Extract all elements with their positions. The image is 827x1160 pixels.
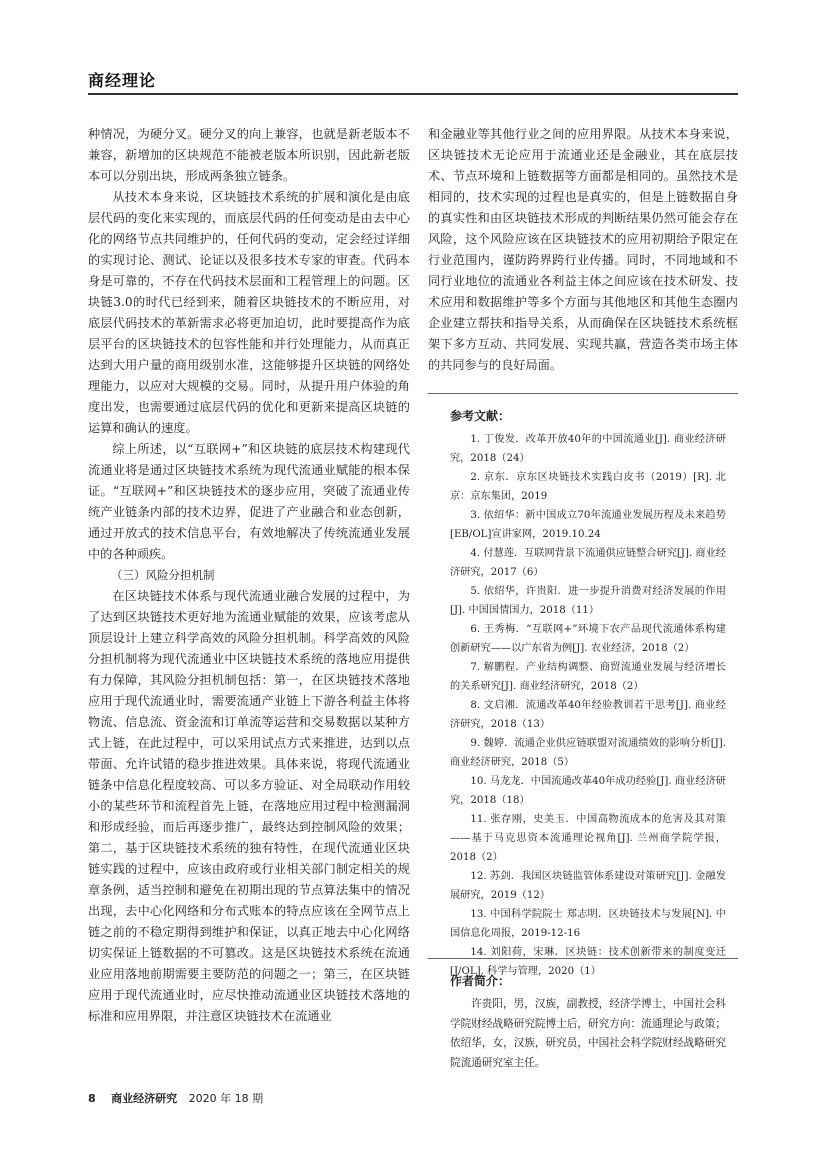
divider (428, 958, 738, 959)
reference-item: 7. 解鹏程．产业结构调整、商贸流通业发展与经济增长的关系研究[J]. 商业经济研究，2018（2） (450, 662, 726, 692)
reference-item: 9. 魏婷．流通企业供应链联盟对流通绩效的影响分析[J]. 商业经济研究，2018（5） (450, 738, 726, 768)
journal-name: 商业经济研究 (111, 1092, 178, 1105)
reference-item: 4. 付慧莲．互联网背景下流通供应链整合研究[J]. 商业经济研究，2017（6） (450, 548, 726, 578)
reference-item: 6. 王秀梅．“互联网+”环境下农产品现代流通体系构建创新研究——以广东省为例[J]. 农业经济，2018（2） (450, 624, 726, 654)
reference-item: 14. 刘阳荷，宋琳．区块链：技术创新带来的制度变迁[J/OL]. 科学与管理，2020（1） (450, 947, 726, 977)
author-bio: 许贵阳，男，汉族，副教授，经济学博士，中国社会科学院财经战略研究院博士后，研究方向：流通理论与政策；依绍华，女，汉族，研究员，中国社会科学院财经战略研究院流通研究室主任。 (450, 998, 726, 1069)
references-title: 参考文献： (450, 409, 511, 423)
paragraph: 种情况，为硬分叉。硬分叉的向上兼容，也就是新老版本不兼容，新增加的区块规范不能被老版本所识别，因此新老版本可以分别出块，形成两条独立链条。 (88, 127, 410, 183)
divider (428, 393, 738, 394)
reference-item: 10. 马龙龙．中国流通改革40年成功经验[J]. 商业经济研究，2018（18） (450, 776, 726, 806)
references-box (428, 393, 738, 981)
page-footer (88, 1090, 263, 1106)
right-column (428, 124, 738, 376)
reference-item: 5. 依绍华，许贵阳．进一步提升消费对经济发展的作用[J]. 中国国情国力，2018（11） (450, 586, 726, 616)
author-title: 作者简介： (450, 974, 511, 988)
issue-label: 2020 年 18 期 (188, 1092, 264, 1105)
reference-list (428, 430, 738, 981)
header-rule (88, 93, 738, 95)
reference-item: 12. 苏剑．我国区块链监管体系建设对策研究[J]. 金融发展研究，2019（12） (450, 871, 726, 901)
reference-item: 1. 丁俊发．改革开放40年的中国流通业[J]. 商业经济研究，2018（24） (450, 434, 726, 464)
page-number: 8 (88, 1092, 96, 1105)
paragraph: 从技术本身来说，区块链技术系统的扩展和演化是由底层代码的变化来实现的，而底层代码的任何变动是由去中心化的网络节点共同维护的，任何代码的变动，定会经过详细的实现讨论、测试、论证以及很多技术专家的审查。代码本身是可靠的，不存在代码技术层面和工程管理上的问题。区块链3.0的时代已经到来，随着区块链技术的不断应用，对底层代码技术的革新需求必将更加迫切，此时要提高作为底层平台的区块链技术的包容性能和并行处理能力，从而真正达到大用户量的商用级别水准，这能够提升区块链的网络处理能力，以应对大规模的交易。同时，从提升用户体验的角度出发，也需要通过底层代码的优化和更新来提高区块链的运算和确认的速度。 (88, 190, 410, 435)
reference-item: 11. 张存刚，史美玉．中国高物流成本的危害及其对策——基于马克思资本流通理论视角[J]. 兰州商学院学报，2018（2） (450, 814, 726, 863)
reference-item: 2. 京东．京东区块链技术实践白皮书（2019）[R]. 北京：京东集团，2019 (450, 472, 726, 502)
section-title: 商经理论 (88, 71, 157, 90)
paragraph: 综上所述，以“互联网+”和区块链的底层技术构建现代流通业将是通过区块链技术系统为现代流通业赋能的根本保证。“互联网+”和区块链技术的逐步应用，突破了流通业传统产业链条内部的技术边界，促进了产业融合和业态创新，通过开放式的技术信息平台，有效地解决了传统流通业发展中的各种顽疾。 (88, 442, 410, 561)
reference-item: 8. 文启湘．流通改革40年经验教训若干思考[J]. 商业经济研究，2018（13） (450, 700, 726, 730)
reference-item: 13. 中国科学院院士 郑志明．区块链技术与发展[N]. 中国信息化周报，2019-12-16 (450, 909, 726, 939)
paragraph: 在区块链技术体系与现代流通业融合发展的过程中，为了达到区块链技术更好地为流通业赋能的效果，应该考虑从顶层设计上建立科学高效的风险分担机制。科学高效的风险分担机制将为现代流通业中区块链技术系统的落地应用提供有力保障，其风险分担机制包括：第一，在区块链技术落地应用于现代流通业时，需要流通产业链上下游各利益主体将物流、信息流、资金流和订单流等运营和交易数据以某种方式上链，在此过程中，可以采用试点方式来推进，达到以点带面、允许试错的稳步推进效果。具体来说，将现代流通业链条中信息化程度较高、可以多方验证、对全局联动作用较小的某些环节和流程首先上链，在落地应用过程中检测漏洞和形成经验，而后再逐步推广，最终达到控制风险的效果；第二，基于区块链技术系统的独有特性，在现代流通业区块链实践的过程中，应该由政府或行业相关部门制定相关的规章条例，适当控制和避免在初期出现的节点算法集中的情况出现，去中心化网络和分布式账本的特点应该在全网节点上链之前的不稳定期得到维护和保证，以真正地去中心化网络切实保证上链数据的不可篡改。这是区块链技术系统在流通业应用落地前期需要主要防范的问题之一；第三，在区块链应用于现代流通业时，应尽快推动流通业区块链技术落地的标准和应用界限，并注意区块链技术在流通业 (88, 589, 410, 1023)
paragraph: 和金融业等其他行业之间的应用界限。从技术本身来说，区块链技术无论应用于流通业还是金融业，其在底层技术、节点环境和上链数据等方面都是相同的。虽然技术是相同的，技术实现的过程也是真实的，但是上链数据自身的真实性和由区块链技术形成的判断结果仍然可能会存在风险，这个风险应该在区块链技术的应用初期给予限定在行业范围内，谨防跨界跨行业传播。同时，不同地域和不同行业地位的流通业各利益主体之间应该在技术研发、技术应用和数据维护等多个方面与其他地区和其他生态圈内企业建立帮扶和指导关系，从而确保在区块链技术系统框架下多方互动、共同发展、实现共赢，营造各类市场主体的共同参与的良好局面。 (428, 127, 738, 372)
section-heading: （三）风险分担机制 (111, 568, 215, 582)
page-header (88, 68, 738, 91)
reference-item: 3. 依绍华：新中国成立70年流通业发展历程及未来趋势[EB/OL]宣讲家网，2019.10.24 (450, 510, 726, 540)
author-box (428, 958, 738, 1073)
left-column (88, 124, 410, 1027)
